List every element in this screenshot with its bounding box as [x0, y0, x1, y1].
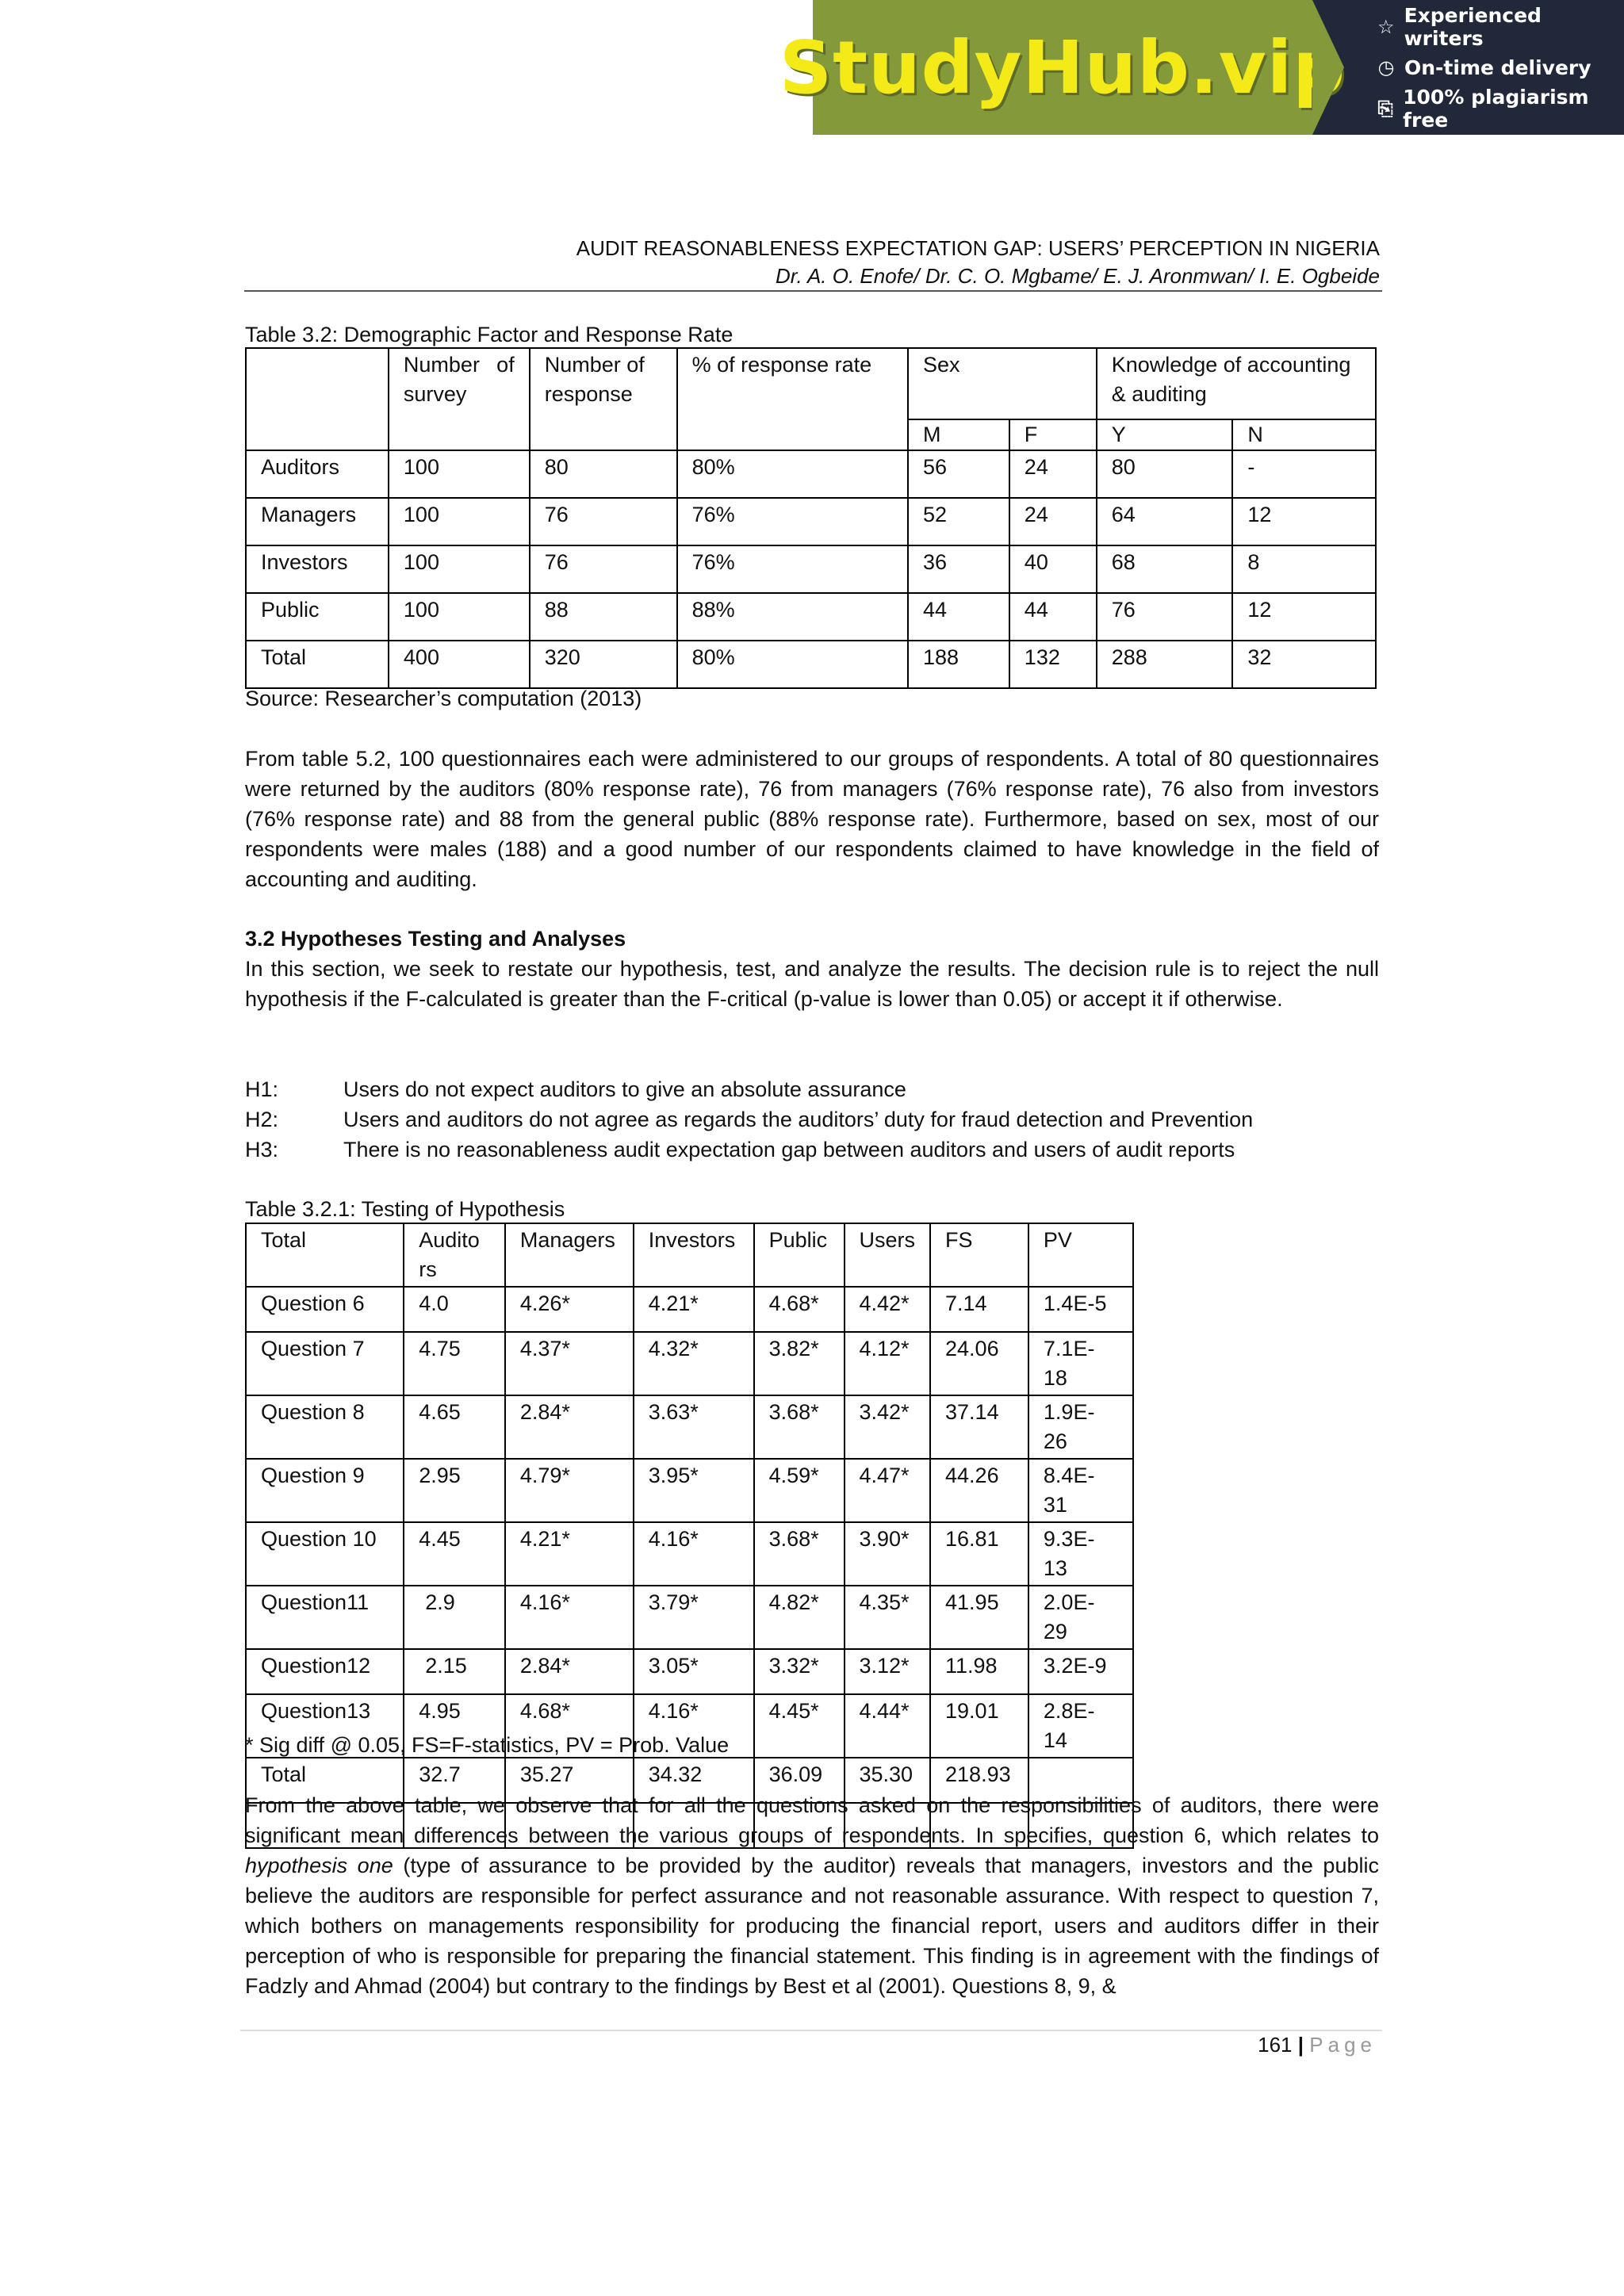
table-cell: 76%	[677, 498, 908, 545]
table-cell: Question 6	[246, 1287, 404, 1332]
table-cell: 80	[1097, 450, 1233, 498]
table-cell: 4.37*	[505, 1332, 634, 1395]
table-cell: 4.21*	[505, 1522, 634, 1586]
table-cell: 76	[530, 498, 677, 545]
page-separator: |	[1297, 2033, 1304, 2057]
table-row	[246, 593, 1376, 641]
banner-features	[1312, 0, 1624, 135]
table-cell: 41.95	[930, 1586, 1028, 1649]
star-icon: ☆	[1377, 15, 1395, 38]
table-cell: 80%	[677, 450, 908, 498]
table-row	[246, 1586, 1133, 1649]
clock-icon: ◷	[1377, 56, 1395, 78]
table-cell: 4.26*	[505, 1287, 634, 1332]
table-cell: 56	[908, 450, 1009, 498]
feature-text: On-time delivery	[1404, 55, 1591, 79]
demographic-table	[245, 347, 1377, 689]
table-header-row	[246, 348, 1376, 419]
table-cell: 4.59*	[754, 1459, 845, 1522]
table-cell: 4.16*	[634, 1522, 754, 1586]
table-cell	[246, 348, 389, 450]
table-cell: 76	[530, 545, 677, 593]
footer-rule	[240, 2030, 1382, 2031]
hypothesis-key: H1:	[245, 1077, 279, 1101]
table-cell: Managers	[246, 498, 389, 545]
table-cell: 16.81	[930, 1522, 1028, 1586]
table-header-cell: Number of response	[530, 348, 677, 450]
feature-text: Experienced writers	[1404, 3, 1542, 50]
table-row	[246, 1395, 1133, 1459]
table-header-row	[246, 1223, 1133, 1287]
table-row	[246, 1649, 1133, 1694]
table-cell: 4.16*	[634, 1694, 754, 1758]
table-cell: 4.75	[404, 1332, 505, 1395]
table-header-cell: Audito rs	[404, 1223, 505, 1287]
table-cell: 3.12*	[845, 1649, 931, 1694]
table-cell: 44.26	[930, 1459, 1028, 1522]
table-cell: 4.45	[404, 1522, 505, 1586]
hypothesis-text: Users and auditors do not agree as regards the auditors’ duty for fraud detection and Prevention	[343, 1108, 1254, 1131]
section-3-2	[245, 924, 1379, 1014]
table-cell: 218.93	[930, 1758, 1028, 1803]
table-cell: 32.7	[404, 1758, 505, 1803]
table-cell: Question 7	[246, 1332, 404, 1395]
paragraph-run: From the above table, we observe that for all the questions asked on the responsibilities of auditors, there were significant mean differences between the various groups of respondents. In specifies, question 6, which relates to	[245, 1793, 1379, 1847]
table-cell: 8.4E-31	[1028, 1459, 1133, 1522]
table-cell: 24.06	[930, 1332, 1028, 1395]
table-cell: 100	[389, 498, 530, 545]
table-cell: 4.32*	[634, 1332, 754, 1395]
table-cell: 12	[1232, 498, 1376, 545]
table-cell: Auditors	[246, 450, 389, 498]
table-cell: 88%	[677, 593, 908, 641]
table-cell: 4.35*	[845, 1586, 931, 1649]
table-cell: 80%	[677, 641, 908, 688]
table-cell: 1.4E-5	[1028, 1287, 1133, 1332]
table-cell: 188	[908, 641, 1009, 688]
studyhub-banner[interactable]	[779, 0, 1624, 135]
table-cell: 9.3E-13	[1028, 1522, 1133, 1586]
page-number: 161	[1258, 2033, 1293, 2057]
table-cell: 36.09	[754, 1758, 845, 1803]
table-cell: 100	[389, 593, 530, 641]
table-cell: 3.63*	[634, 1395, 754, 1459]
table-cell: 68	[1097, 545, 1233, 593]
table-header-cell: Public	[754, 1223, 845, 1287]
hypotheses-list	[245, 1074, 1379, 1165]
table-cell: 4.82*	[754, 1586, 845, 1649]
table-header-cell: Investors	[634, 1223, 754, 1287]
brand-name: StudyHub.vip	[779, 25, 1346, 110]
table-header-cell: % of response rate	[677, 348, 908, 450]
hypothesis-text: There is no reasonableness audit expectation gap between auditors and users of audit reports	[343, 1138, 1235, 1161]
table-cell: 80	[530, 450, 677, 498]
table-cell: 4.0	[404, 1287, 505, 1332]
table-header-cell: Y	[1097, 419, 1233, 450]
banner-arrow	[1312, 0, 1344, 135]
table-cell: Question13	[246, 1694, 404, 1758]
table-cell: 2.84*	[505, 1649, 634, 1694]
table-row	[246, 498, 1376, 545]
table-cell: 3.2E-9	[1028, 1649, 1133, 1694]
table-cell: 100	[389, 545, 530, 593]
table-cell: 3.90*	[845, 1522, 931, 1586]
table2-note: * Sig diff @ 0.05, FS=F-statistics, PV = Prob. Value	[245, 1733, 730, 1757]
table-cell: 4.12*	[845, 1332, 931, 1395]
table-cell: 2.0E-29	[1028, 1586, 1133, 1649]
hypothesis-key: H3:	[245, 1138, 279, 1161]
table-cell: Question11	[246, 1586, 404, 1649]
page-label: Page	[1309, 2033, 1377, 2057]
table-cell: 35.27	[505, 1758, 634, 1803]
page-footer	[1258, 2033, 1377, 2057]
hypothesis-item	[245, 1074, 1379, 1104]
paragraph-emphasis: hypothesis one	[245, 1854, 393, 1877]
table1-caption: Table 3.2: Demographic Factor and Response Rate	[245, 323, 733, 346]
table-cell: -	[1232, 450, 1376, 498]
table-cell: 288	[1097, 641, 1233, 688]
table-cell: 2.95	[404, 1459, 505, 1522]
table-cell: 4.65	[404, 1395, 505, 1459]
header-rule	[244, 290, 1382, 292]
table-cell: 11.98	[930, 1649, 1028, 1694]
table-cell: 132	[1009, 641, 1097, 688]
table-row	[246, 1522, 1133, 1586]
table-header-cell: N	[1232, 419, 1376, 450]
table-cell: Total	[246, 1758, 404, 1803]
table-cell: 3.68*	[754, 1395, 845, 1459]
table-row	[246, 1332, 1133, 1395]
table-row	[246, 545, 1376, 593]
paper-authors: Dr. A. O. Enofe/ Dr. C. O. Mgbame/ E. J. Aronmwan/ I. E. Ogbeide	[776, 264, 1380, 288]
hypothesis-item	[245, 1104, 1379, 1135]
table-row	[246, 450, 1376, 498]
paragraph	[245, 744, 1379, 894]
table-cell: 4.68*	[505, 1694, 634, 1758]
table-cell: 3.32*	[754, 1649, 845, 1694]
table-cell: 3.82*	[754, 1332, 845, 1395]
table-header-cell: Users	[845, 1223, 931, 1287]
table-row	[246, 1459, 1133, 1522]
feature-plagiarism	[1376, 86, 1624, 132]
table-cell: Question 8	[246, 1395, 404, 1459]
table-cell: 4.44*	[845, 1694, 931, 1758]
table-cell: 100	[389, 450, 530, 498]
table-cell: 24	[1009, 498, 1097, 545]
table-cell: 3.95*	[634, 1459, 754, 1522]
table-cell: 64	[1097, 498, 1233, 545]
paragraph-text	[245, 1790, 1379, 2001]
table-cell: Question 10	[246, 1522, 404, 1586]
hypothesis-key: H2:	[245, 1108, 279, 1131]
table-row	[246, 641, 1376, 688]
table-cell: 4.68*	[754, 1287, 845, 1332]
table-header-cell: Number of survey	[389, 348, 530, 450]
table-cell: Investors	[246, 545, 389, 593]
table-cell: 32	[1232, 641, 1376, 688]
table-cell: 40	[1009, 545, 1097, 593]
section-intro: In this section, we seek to restate our hypothesis, test, and analyze the results. The decision rule is to reject the null hypothesis if the F-calculated is greater than the F-critical (p-value is lower than 0.05) or accept it if otherwise.	[245, 957, 1379, 1011]
table-cell: 4.45*	[754, 1694, 845, 1758]
paragraph-run: (type of assurance to be provided by the auditor) reveals that managers, investors and the public believe the auditors are responsible for perfect assurance and not reasonable assurance. With respect to question 7, which bothers on managements responsibility for producing the financial report, users and auditors differ in their perception of who is responsible for preparing the financial statement. This finding is in agreement with the findings of Fadzly and Ahmad (2004) but contrary to the findings by Best et al (2001). Questions 8, 9, &	[245, 1854, 1379, 1998]
table-cell: 44	[1009, 593, 1097, 641]
table-header-cell: Total	[246, 1223, 404, 1287]
table-cell: 2.9	[404, 1586, 505, 1649]
table-cell: 4.47*	[845, 1459, 931, 1522]
hypothesis-text: Users do not expect auditors to give an absolute assurance	[343, 1077, 906, 1101]
table-cell: 3.79*	[634, 1586, 754, 1649]
table-cell: 7.14	[930, 1287, 1028, 1332]
table-cell: 2.84*	[505, 1395, 634, 1459]
feature-writers	[1376, 4, 1624, 50]
table-cell: 4.79*	[505, 1459, 634, 1522]
table-cell: 12	[1232, 593, 1376, 641]
running-header	[576, 235, 1380, 290]
table-cell: 76	[1097, 593, 1233, 641]
table-header-cell: M	[908, 419, 1009, 450]
table-cell: 8	[1232, 545, 1376, 593]
table-cell: 35.30	[845, 1758, 931, 1803]
table-cell: 4.16*	[505, 1586, 634, 1649]
table-cell: 4.95	[404, 1694, 505, 1758]
table-cell: 2.8E-14	[1028, 1694, 1133, 1758]
table-cell: 3.42*	[845, 1395, 931, 1459]
table-cell: 4.21*	[634, 1287, 754, 1332]
paragraph-text: From table 5.2, 100 questionnaires each were administered to our groups of respondents. A total of 80 questionnaires were returned by the auditors (80% response rate), 76 from managers (76% response rate), 76 also from investors (76% response rate) and 88 from the general public (88% response rate). Furthermore, based on sex, most of our respondents were males (188) and a good number of our respondents claimed to have knowledge in the field of accounting and auditing.	[245, 747, 1379, 891]
table-header-cell: F	[1009, 419, 1097, 450]
table-cell: 2.15	[404, 1649, 505, 1694]
table-cell: 36	[908, 545, 1009, 593]
document-icon: ⎘	[1377, 97, 1393, 120]
table-cell: 44	[908, 593, 1009, 641]
brand-logo[interactable]	[779, 0, 1346, 135]
hypothesis-table-body	[246, 1287, 1133, 1848]
table-cell: 88	[530, 593, 677, 641]
table2-caption: Table 3.2.1: Testing of Hypothesis	[245, 1197, 565, 1221]
table-cell: 19.01	[930, 1694, 1028, 1758]
table-cell: 76%	[677, 545, 908, 593]
table-cell: Question12	[246, 1649, 404, 1694]
table-row	[246, 1287, 1133, 1332]
table-cell: Total	[246, 641, 389, 688]
table-cell: 3.05*	[634, 1649, 754, 1694]
table-header-cell: PV	[1028, 1223, 1133, 1287]
paragraph	[245, 1790, 1379, 2001]
table-header-cell: FS	[930, 1223, 1028, 1287]
table-cell: 400	[389, 641, 530, 688]
table-header-cell: Sex	[908, 348, 1097, 419]
section-heading: 3.2 Hypotheses Testing and Analyses	[245, 927, 626, 951]
table-cell: Public	[246, 593, 389, 641]
table-cell: Question 9	[246, 1459, 404, 1522]
feature-text: 100% plagiarism free	[1403, 85, 1589, 132]
paper-title: AUDIT REASONABLENESS EXPECTATION GAP: USERS’ PERCEPTION IN NIGERIA	[576, 236, 1380, 260]
table-cell: 1.9E-26	[1028, 1395, 1133, 1459]
table-cell: 320	[530, 641, 677, 688]
table-cell: 3.68*	[754, 1522, 845, 1586]
table-cell: 52	[908, 498, 1009, 545]
table-header-cell: Knowledge of accounting & auditing	[1097, 348, 1376, 419]
feature-delivery	[1376, 56, 1624, 79]
table-header-cell: Managers	[505, 1223, 634, 1287]
hypothesis-item	[245, 1135, 1379, 1165]
table-cell: 7.1E-18	[1028, 1332, 1133, 1395]
table-cell: 37.14	[930, 1395, 1028, 1459]
table-cell: 4.42*	[845, 1287, 931, 1332]
table1-source: Source: Researcher’s computation (2013)	[245, 687, 642, 710]
table-cell: 34.32	[634, 1758, 754, 1803]
table-cell: 24	[1009, 450, 1097, 498]
